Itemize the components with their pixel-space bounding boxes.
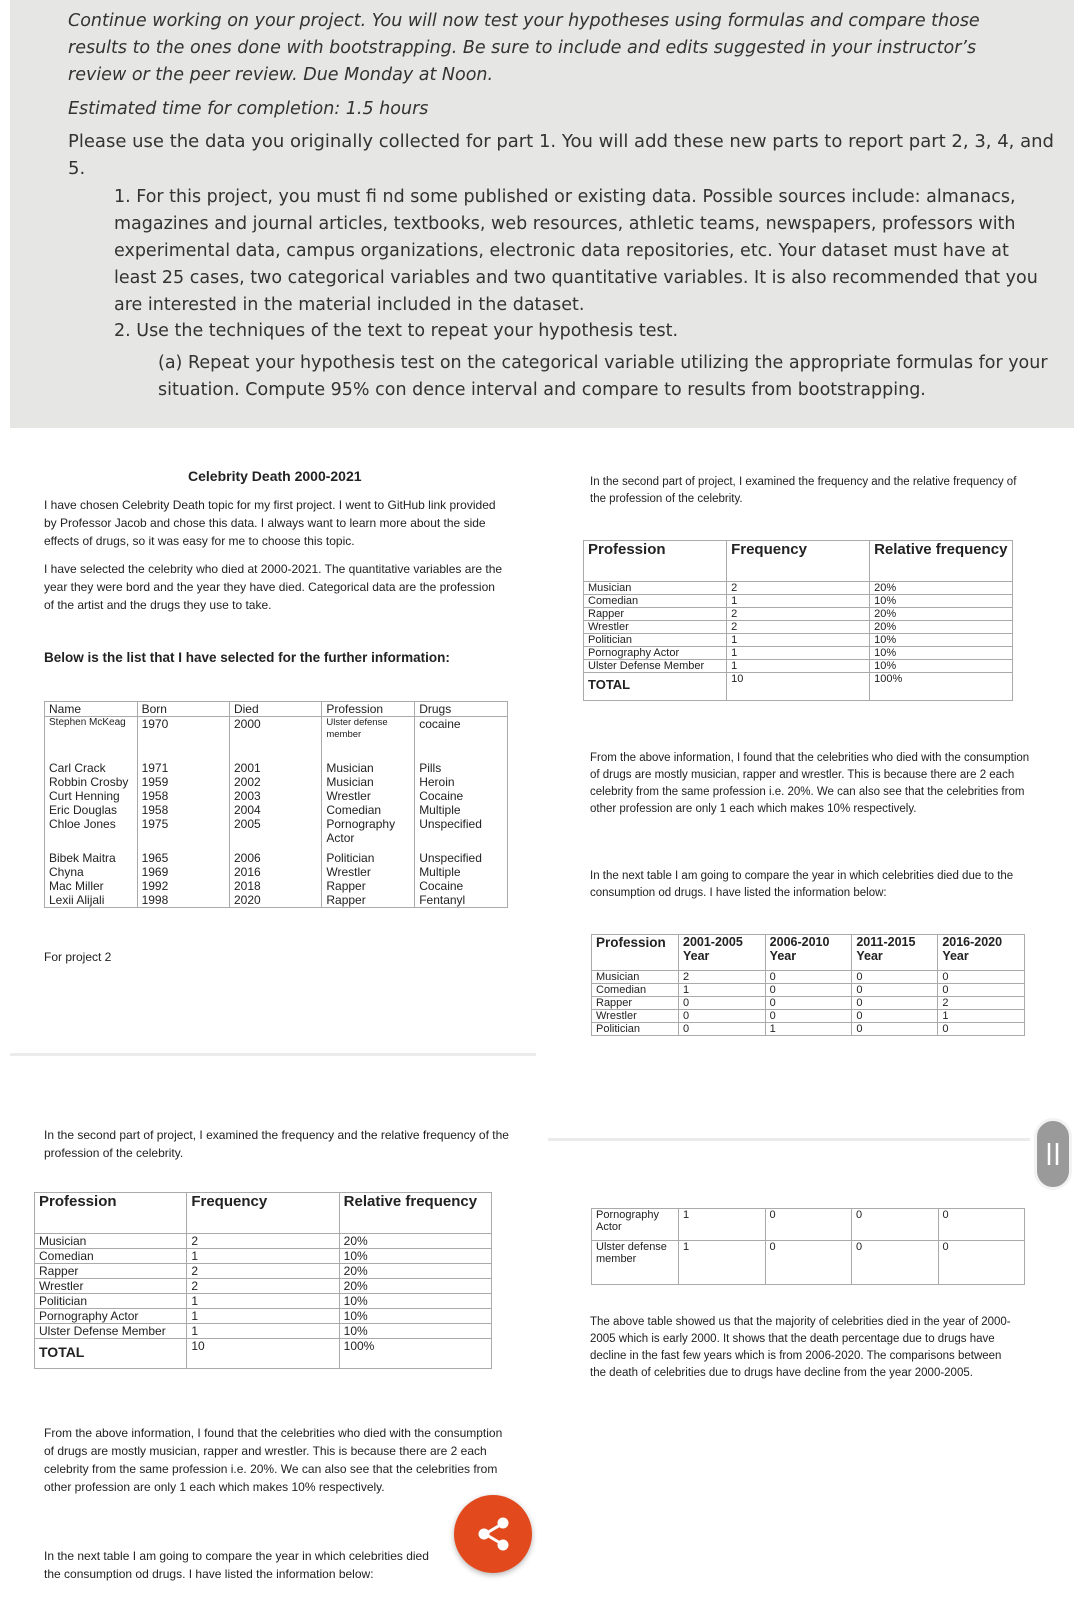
year-cell: 0 bbox=[938, 1023, 1025, 1036]
celeb-cell: 1992 bbox=[137, 879, 229, 893]
year-header: 2001-2005 Year bbox=[679, 935, 766, 971]
celeb-cell: Heroin bbox=[415, 775, 508, 789]
celeb-cell: 2006 bbox=[229, 851, 321, 865]
celeb-cell: Comedian bbox=[322, 803, 415, 817]
year-intro-line-2: the consumption od drugs. I have listed the information below: bbox=[44, 1567, 374, 1581]
year-cell: 0 bbox=[938, 1241, 1025, 1285]
year-cell: 0 bbox=[679, 1010, 766, 1023]
year-cell: 0 bbox=[852, 997, 938, 1010]
celeb-cell: 1959 bbox=[137, 775, 229, 789]
celeb-cell: Politician bbox=[322, 851, 415, 865]
year-header: 2006-2010 Year bbox=[765, 935, 852, 971]
project2-label: For project 2 bbox=[44, 950, 112, 964]
freq-cell: 10% bbox=[339, 1294, 491, 1309]
celeb-cell: Ulster defense member bbox=[322, 717, 415, 761]
year-cell: 1 bbox=[679, 1209, 766, 1241]
celeb-header-drugs: Drugs bbox=[415, 702, 508, 717]
freq-cell: Wrestler bbox=[584, 621, 727, 634]
freq-cell: 10% bbox=[339, 1309, 491, 1324]
freq-cell: 1 bbox=[727, 647, 870, 660]
freq-cell: 10% bbox=[339, 1324, 491, 1339]
assignment-instruction: Please use the data you originally collected for part 1. You will add these new parts to report part 2, 3, 4, and 5. bbox=[68, 131, 1054, 179]
celeb-cell: Multiple bbox=[415, 865, 508, 879]
freq-header: Frequency bbox=[187, 1193, 339, 1234]
freq-cell: 1 bbox=[187, 1309, 339, 1324]
celeb-header-profession: Profession bbox=[322, 702, 415, 717]
celeb-cell: Pornography Actor bbox=[322, 817, 415, 851]
celeb-cell: Musician bbox=[322, 775, 415, 789]
assignment-item-1: 1. For this project, you must fi nd some published or existing data. Possible sources include: almanacs, magazines and journal articles, textbooks, web resources, athletic teams, newspapers, professors with experimental data, campus organizations, electronic data repositories, etc. Your dataset must have at least 25 cases, two categorical variables and two quantitative variables. It is also recommended that you are interested in the material included in the dataset. bbox=[114, 187, 1038, 315]
freq-cell: Comedian bbox=[35, 1249, 187, 1264]
year-cell: 0 bbox=[765, 1241, 852, 1285]
celeb-cell: 2020 bbox=[229, 893, 321, 908]
celeb-cell: Rapper bbox=[322, 879, 415, 893]
year-cell: 0 bbox=[765, 1010, 852, 1023]
freq-cell: 1 bbox=[727, 595, 870, 608]
year-table bbox=[591, 934, 1025, 1036]
freq-total: 10 bbox=[187, 1339, 339, 1369]
year-cell: 1 bbox=[938, 1010, 1025, 1023]
year-cell: Rapper bbox=[592, 997, 679, 1010]
celeb-cell: 2002 bbox=[229, 775, 321, 789]
freq-cell: 20% bbox=[339, 1279, 491, 1294]
freq-cell: 1 bbox=[727, 634, 870, 647]
frequency-table-right bbox=[583, 540, 1013, 701]
freq-cell: Musician bbox=[35, 1234, 187, 1249]
freq-header: Profession bbox=[584, 541, 727, 582]
frequency-table-left bbox=[34, 1192, 492, 1369]
celeb-cell: Rapper bbox=[322, 893, 415, 908]
freq-total-label: TOTAL bbox=[35, 1339, 187, 1369]
freq-cell: Pornography Actor bbox=[584, 647, 727, 660]
report-para-2: I have selected the celebrity who died at 2000-2021. The quantitative variables are the year they were bord and the year they have died. Categorical data are the profession of the artist and the drugs they use to take. bbox=[44, 562, 503, 612]
year-header: 2011-2015 Year bbox=[852, 935, 938, 971]
celebrity-table bbox=[44, 701, 508, 908]
freq-cell: Pornography Actor bbox=[35, 1309, 187, 1324]
celeb-cell: Musician bbox=[322, 761, 415, 775]
freq-cell: Politician bbox=[35, 1294, 187, 1309]
freq-cell: Rapper bbox=[584, 608, 727, 621]
year-cell: Wrestler bbox=[592, 1010, 679, 1023]
celeb-cell: Chyna bbox=[45, 865, 138, 879]
year-cell: 0 bbox=[765, 971, 852, 984]
celeb-cell: 1971 bbox=[137, 761, 229, 775]
celeb-cell: Cocaine bbox=[415, 789, 508, 803]
year-cell: 0 bbox=[765, 984, 852, 997]
freq-header: Frequency bbox=[727, 541, 870, 582]
year-cell: 1 bbox=[679, 984, 766, 997]
year-cell: 0 bbox=[852, 984, 938, 997]
celeb-cell: Carl Crack bbox=[45, 761, 138, 775]
assignment-photo bbox=[10, 0, 1074, 428]
freq-cell: 1 bbox=[187, 1249, 339, 1264]
freq-total: 100% bbox=[339, 1339, 491, 1369]
list-heading: Below is the list that I have selected for the further information: bbox=[44, 650, 450, 665]
year-cell: 0 bbox=[765, 997, 852, 1010]
freq-cell: 20% bbox=[870, 582, 1013, 595]
freq-cell: 2 bbox=[187, 1279, 339, 1294]
freq-cell: Ulster Defense Member bbox=[35, 1324, 187, 1339]
year-cell: 1 bbox=[679, 1241, 766, 1285]
year-cell: 0 bbox=[852, 1010, 938, 1023]
freq-cell: 10% bbox=[870, 634, 1013, 647]
celeb-header-name: Name bbox=[45, 702, 138, 717]
freq-cell: Musician bbox=[584, 582, 727, 595]
freq-header: Relative frequency bbox=[339, 1193, 491, 1234]
celeb-cell: Lexii Alijali bbox=[45, 893, 138, 908]
year-cell: 0 bbox=[679, 997, 766, 1010]
freq-cell: 1 bbox=[187, 1294, 339, 1309]
celeb-cell: 1969 bbox=[137, 865, 229, 879]
year-cell: 0 bbox=[938, 971, 1025, 984]
celeb-cell: 2000 bbox=[229, 717, 321, 761]
scroll-handle[interactable] bbox=[1034, 1118, 1072, 1190]
year-cell: 0 bbox=[938, 1209, 1025, 1241]
celeb-cell: Unspecified bbox=[415, 851, 508, 865]
freq-cell: 2 bbox=[187, 1264, 339, 1279]
year-cell: 1 bbox=[765, 1023, 852, 1036]
celeb-cell: 2005 bbox=[229, 817, 321, 851]
celeb-cell: Wrestler bbox=[322, 865, 415, 879]
page-divider bbox=[10, 1053, 536, 1056]
freq-cell: 20% bbox=[339, 1264, 491, 1279]
year-header: Profession bbox=[592, 935, 679, 971]
freq-cell: 2 bbox=[187, 1234, 339, 1249]
report-para-1: I have chosen Celebrity Death topic for my first project. I went to GitHub link provided by Professor Jacob and chose this data. I always want to learn more about the side effects of drugs, so it was easy for me to choose this topic. bbox=[44, 498, 496, 548]
freq-cell: 10% bbox=[870, 595, 1013, 608]
celeb-cell: Cocaine bbox=[415, 879, 508, 893]
freq-cell: 10% bbox=[339, 1249, 491, 1264]
estimated-time: Estimated time for completion: 1.5 hours bbox=[68, 99, 429, 119]
year-conclusion: The above table showed us that the majority of celebrities died in the year of 2000-2005 which is early 2000. It shows that the death percentage due to drugs have decline in the fast few years which is from 2006-2020. The comparisons between the death of celebrities due to drugs have decline from the year 2000-2005. bbox=[590, 1316, 1011, 1379]
celeb-cell: 1975 bbox=[137, 817, 229, 851]
celeb-cell: Stephen McKeag bbox=[45, 717, 138, 761]
freq-cell: Comedian bbox=[584, 595, 727, 608]
year-cell: 2 bbox=[938, 997, 1025, 1010]
celeb-cell: 1958 bbox=[137, 789, 229, 803]
freq-cell: 10% bbox=[870, 660, 1013, 673]
freq-total-label: TOTAL bbox=[584, 673, 727, 701]
freq-intro-repeat: In the second part of project, I examined the frequency and the relative frequency of the profession of the celebrity. bbox=[44, 1128, 509, 1160]
celeb-cell: Multiple bbox=[415, 803, 508, 817]
freq-cell: 20% bbox=[870, 621, 1013, 634]
freq-cell: 20% bbox=[870, 608, 1013, 621]
year-cell: Politician bbox=[592, 1023, 679, 1036]
page-divider bbox=[548, 1138, 1030, 1141]
freq-cell: 10% bbox=[870, 647, 1013, 660]
celeb-cell: Eric Douglas bbox=[45, 803, 138, 817]
celeb-cell: Wrestler bbox=[322, 789, 415, 803]
freq-cell: Wrestler bbox=[35, 1279, 187, 1294]
year-cell: Musician bbox=[592, 971, 679, 984]
celeb-header-died: Died bbox=[229, 702, 321, 717]
freq-total: 100% bbox=[870, 673, 1013, 701]
year-intro-line-1: In the next table I am going to compare the year in which celebrities died bbox=[44, 1549, 429, 1563]
celeb-cell: Bibek Maitra bbox=[45, 851, 138, 865]
freq-cell: 1 bbox=[187, 1324, 339, 1339]
celeb-cell: 2004 bbox=[229, 803, 321, 817]
celeb-cell: Mac Miller bbox=[45, 879, 138, 893]
freq-header: Relative frequency bbox=[870, 541, 1013, 582]
year-cell: Comedian bbox=[592, 984, 679, 997]
assignment-item-2a: (a) Repeat your hypothesis test on the categorical variable utilizing the appropriate formulas for your situation. Compute 95% con dence interval and compare to results from bootstrapping. bbox=[158, 353, 1048, 400]
year-cell: 0 bbox=[679, 1023, 766, 1036]
freq-cell: Politician bbox=[584, 634, 727, 647]
assignment-intro: Continue working on your project. You will now test your hypotheses using formulas and compare those results to the ones done with bootstrapping. Be sure to include and edits suggested in your instructor’s review or the peer review. Due Monday at Noon. bbox=[68, 11, 980, 85]
celeb-cell: 2018 bbox=[229, 879, 321, 893]
freq-cell: 2 bbox=[727, 608, 870, 621]
year-table-continued bbox=[591, 1208, 1025, 1285]
freq-cell: 2 bbox=[727, 582, 870, 595]
freq-cell: 20% bbox=[339, 1234, 491, 1249]
share-button[interactable] bbox=[454, 1495, 532, 1573]
year-cell: 0 bbox=[765, 1209, 852, 1241]
year-intro: In the next table I am going to compare the year in which celebrities died due to the consumption od drugs. I have listed the information below: bbox=[590, 870, 1014, 899]
year-header: 2016-2020 Year bbox=[938, 935, 1025, 971]
celeb-cell: 1958 bbox=[137, 803, 229, 817]
freq-cell: Ulster Defense Member bbox=[584, 660, 727, 673]
freq-cell: 1 bbox=[727, 660, 870, 673]
year-cell: 0 bbox=[938, 984, 1025, 997]
celeb-cell: Curt Henning bbox=[45, 789, 138, 803]
share-icon bbox=[454, 1495, 532, 1573]
year-cell: Pornography Actor bbox=[592, 1209, 679, 1241]
year-cell: 0 bbox=[852, 971, 938, 984]
year-cell: 2 bbox=[679, 971, 766, 984]
celeb-cell: Pills bbox=[415, 761, 508, 775]
report-title: Celebrity Death 2000-2021 bbox=[188, 468, 362, 484]
freq-header: Profession bbox=[35, 1193, 187, 1234]
year-cell: 0 bbox=[852, 1241, 939, 1285]
assignment-item-2: 2. Use the techniques of the text to repeat your hypothesis test. bbox=[114, 321, 679, 341]
year-cell: 0 bbox=[852, 1023, 938, 1036]
celeb-cell: Robbin Crosby bbox=[45, 775, 138, 789]
year-cell: 0 bbox=[852, 1209, 939, 1241]
celeb-cell: 2016 bbox=[229, 865, 321, 879]
celeb-cell: 2001 bbox=[229, 761, 321, 775]
celeb-cell: cocaine bbox=[415, 717, 508, 761]
freq-cell: Rapper bbox=[35, 1264, 187, 1279]
celeb-cell: 1970 bbox=[137, 717, 229, 761]
freq-cell: 2 bbox=[727, 621, 870, 634]
freq-total: 10 bbox=[727, 673, 870, 701]
freq-conclusion-repeat: From the above information, I found that the celebrities who died with the consumption of drugs are mostly musician, rapper and wrestler. This is because there are 2 each celebrity from the same profession i.e. 20%. We can also see that the celebrities from other profession are only 1 each which makes 10% respectively. bbox=[44, 1426, 503, 1494]
freq-conclusion: From the above information, I found that the celebrities who died with the consumption of drugs are mostly musician, rapper and wrestler. This is because there are 2 each celebrity from the same profession i.e. 20%. We can also see that the celebrities from other profession are only 1 each which makes 10% respectively. bbox=[590, 752, 1030, 815]
scroll-handle-icon bbox=[1037, 1121, 1069, 1187]
celeb-cell: 2003 bbox=[229, 789, 321, 803]
celeb-cell: Chloe Jones bbox=[45, 817, 138, 851]
celeb-header-born: Born bbox=[137, 702, 229, 717]
celeb-cell: 1965 bbox=[137, 851, 229, 865]
celeb-cell: Unspecified bbox=[415, 817, 508, 851]
freq-intro: In the second part of project, I examined the frequency and the relative frequency of the profession of the celebrity. bbox=[590, 476, 1017, 505]
celeb-cell: 1998 bbox=[137, 893, 229, 908]
year-cell: Ulster defense member bbox=[592, 1241, 679, 1285]
celeb-cell: Fentanyl bbox=[415, 893, 508, 908]
